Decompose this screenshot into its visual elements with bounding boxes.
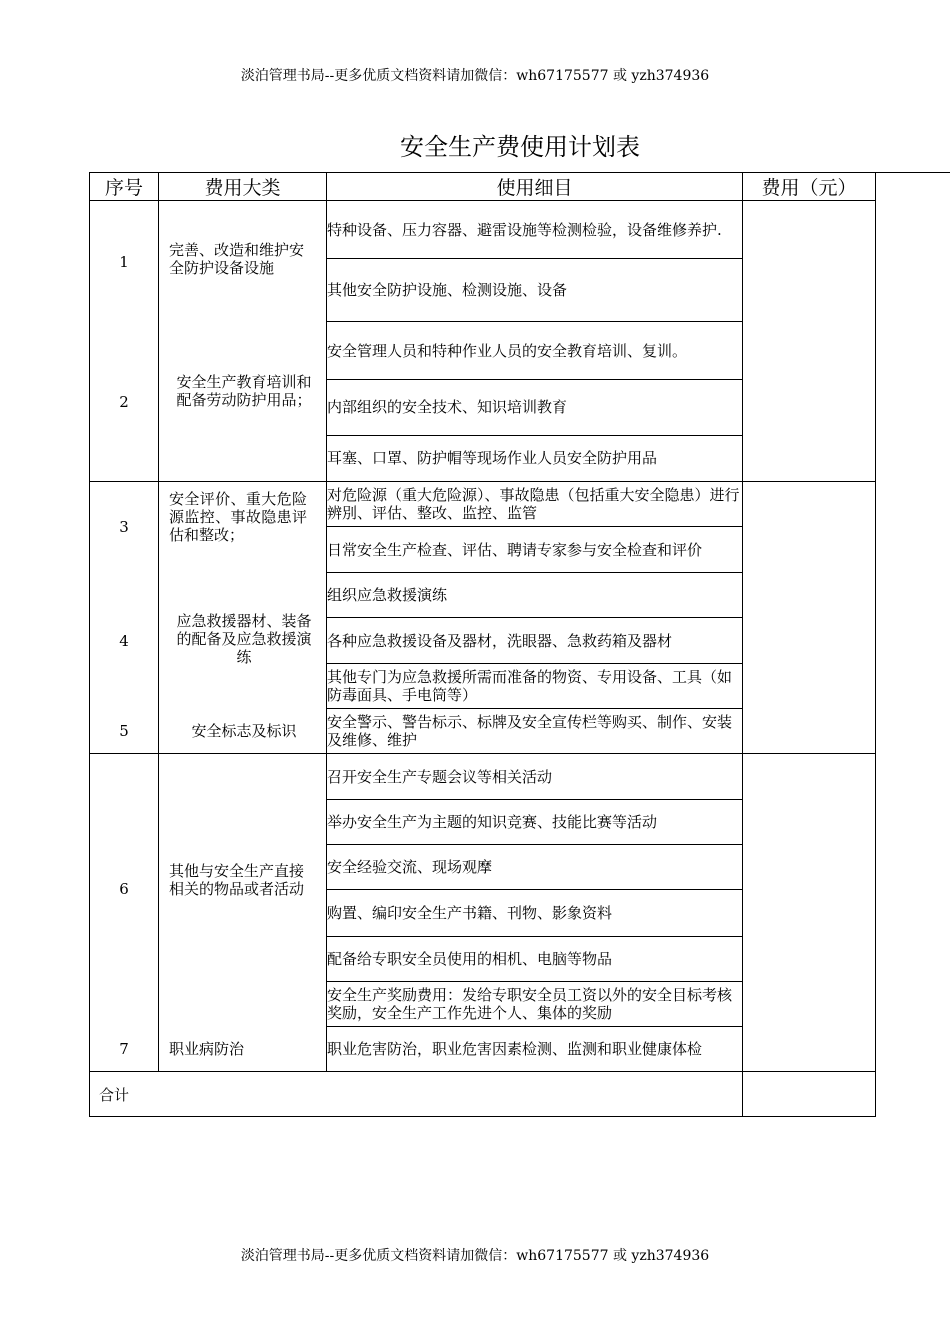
row-no: 5 <box>119 722 129 740</box>
group-a-amount-cell[interactable] <box>743 201 876 482</box>
page-header: 淡泊管理书局--更多优质文档资料请加微信：wh67175577 或 yzh374936 <box>240 68 710 84</box>
detail-cell: 安全生产奖励费用：发给专职安全员工资以外的安全目标考核奖励，安全生产工作先进个人、集体的奖励 <box>327 981 743 1026</box>
table-row <box>90 201 876 259</box>
header-rule-extension <box>874 172 950 173</box>
group-a-no-cell <box>90 201 159 482</box>
col-amount-header: 费用（元） <box>743 173 876 201</box>
group-b-category-cell <box>159 482 327 754</box>
total-label: 合计 <box>90 1072 743 1117</box>
detail-cell: 特种设备、压力容器、避雷设施等检测检验，设备维修养护. <box>327 201 743 259</box>
col-no-header: 序号 <box>90 173 159 201</box>
group-c-amount-cell[interactable] <box>743 754 876 1072</box>
row-category: 安全标志及标识 <box>191 722 297 740</box>
detail-cell: 配备给专职安全员使用的相机、电脑等物品 <box>327 936 743 981</box>
table-header-row <box>90 173 876 201</box>
detail-cell: 职业危害防治，职业危害因素检测、监测和职业健康体检 <box>327 1026 743 1071</box>
detail-cell: 耳塞、口罩、防护帽等现场作业人员安全防护用品 <box>327 435 743 481</box>
row-no: 7 <box>119 1040 129 1058</box>
row-category: 其他与安全生产直接相关的物品或者活动 <box>169 862 305 898</box>
col-category-header: 费用大类 <box>159 173 327 201</box>
detail-cell: 召开安全生产专题会议等相关活动 <box>327 754 743 800</box>
detail-cell: 各种应急救援设备及器材，洗眼器、急救药箱及器材 <box>327 618 743 663</box>
total-row <box>90 1072 876 1117</box>
row-no: 2 <box>119 393 129 411</box>
detail-cell: 举办安全生产为主题的知识竞赛、技能比赛等活动 <box>327 800 743 845</box>
table-row <box>90 754 876 800</box>
group-a-category-cell <box>159 201 327 482</box>
row-category: 应急救援器材、装备的配备及应急救援演练 <box>176 612 312 666</box>
detail-cell: 其他安全防护设施、检测设施、设备 <box>327 259 743 322</box>
group-b-amount-cell[interactable] <box>743 482 876 754</box>
row-category: 完善、改造和维护安全防护设备设施 <box>169 241 305 277</box>
group-c-no-cell <box>90 754 159 1072</box>
row-category: 安全评价、重大危险源监控、事故隐患评估和整改； <box>169 490 307 544</box>
detail-cell: 日常安全生产检查、评估、聘请专家参与安全检查和评价 <box>327 527 743 573</box>
row-no: 3 <box>119 518 129 536</box>
detail-cell: 组织应急救援演练 <box>327 573 743 618</box>
row-no: 4 <box>119 632 129 650</box>
total-amount-cell[interactable] <box>743 1072 876 1117</box>
detail-cell: 购置、编印安全生产书籍、刊物、影象资料 <box>327 890 743 936</box>
expense-plan-table <box>89 172 876 1117</box>
row-no: 1 <box>119 253 129 271</box>
detail-cell: 其他专门为应急救援所需而准备的物资、专用设备、工具（如防毒面具、手电筒等） <box>327 663 743 708</box>
detail-cell: 内部组织的安全技术、知识培训教育 <box>327 379 743 435</box>
page-title: 安全生产费使用计划表 <box>400 133 640 161</box>
detail-cell: 安全经验交流、现场观摩 <box>327 845 743 890</box>
page-footer: 淡泊管理书局--更多优质文档资料请加微信：wh67175577 或 yzh374936 <box>240 1248 710 1264</box>
col-detail-header: 使用细目 <box>327 173 743 201</box>
group-b-no-cell <box>90 482 159 754</box>
row-category: 安全生产教育培训和配备劳动防护用品； <box>176 373 312 409</box>
row-no: 6 <box>119 880 129 898</box>
row-category: 职业病防治 <box>169 1040 245 1058</box>
detail-cell: 安全警示、警告标示、标牌及安全宣传栏等购买、制作、安装及维修、维护 <box>327 708 743 753</box>
table-row <box>90 482 876 527</box>
detail-cell: 对危险源（重大危险源）、事故隐患（包括重大安全隐患）进行辨別、评估、整改、监控、监管 <box>327 482 743 527</box>
detail-cell: 安全管理人员和特种作业人员的安全教育培训、复训。 <box>327 322 743 379</box>
group-c-category-cell <box>159 754 327 1072</box>
